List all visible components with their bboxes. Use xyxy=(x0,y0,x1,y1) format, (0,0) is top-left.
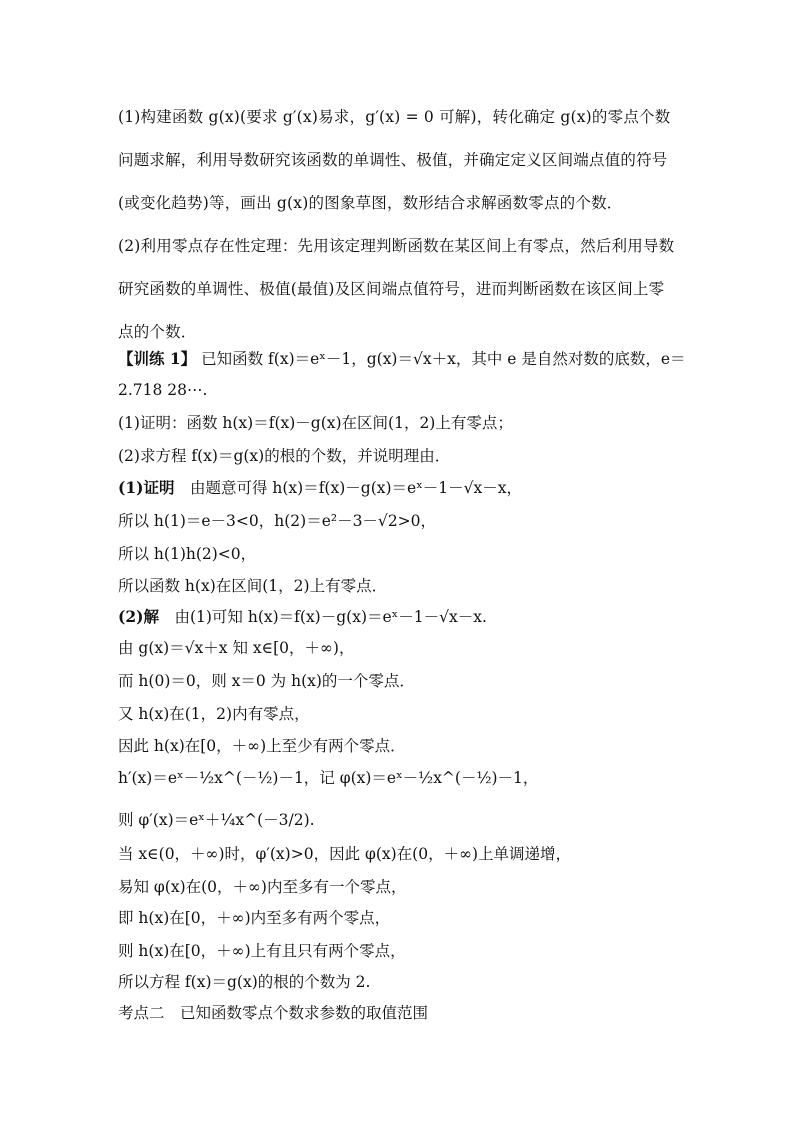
solution-2-line-2: 由 g(x)＝√x＋x 知 x∈[0，＋∞)， xyxy=(118,639,355,657)
solution-2-line-1 xyxy=(118,607,487,627)
exercise-stem-line-1 xyxy=(118,349,686,369)
section-heading: 考点二 已知函数零点个数求参数的取值范围 xyxy=(118,1004,429,1022)
exercise-question-2: (2)求方程 f(x)＝g(x)的根的个数，并说明理由． xyxy=(118,447,451,465)
solution-2-line-9: 易知 φ(x)在(0，＋∞)内至多有一个零点， xyxy=(118,878,407,896)
solution-1-tag: (1)证明 xyxy=(118,478,175,497)
solution-2-line-6: h′(x)＝eˣ－½x^(－½)－1，记 φ(x)＝eˣ－½x^(－½)－1， xyxy=(118,769,539,787)
solution-1-line-4: 所以函数 h(x)在区间(1，2)上有零点． xyxy=(118,577,388,595)
exercise-question-1: (1)证明：函数 h(x)＝f(x)－g(x)在区间(1，2)上有零点； xyxy=(118,414,513,432)
solution-2-text: 由(1)可知 h(x)＝f(x)－g(x)＝eˣ－1－√x－x. xyxy=(158,608,487,626)
solution-1-line-3: 所以 h(1)h(2)<0， xyxy=(118,545,257,563)
solution-2-line-7: 则 φ′(x)＝eˣ＋¼x^(－3/2). xyxy=(118,811,315,829)
exercise-stem-line-2: 2.718 28⋯. xyxy=(118,381,208,399)
exercise-tag: 【训练 1】 xyxy=(118,349,197,368)
solution-2-line-12: 所以方程 f(x)＝g(x)的根的个数为 2. xyxy=(118,973,371,991)
solution-2-tag: (2)解 xyxy=(118,607,159,626)
solution-1-line-2: 所以 h(1)＝e－3<0，h(2)＝e²－3－√2>0， xyxy=(118,512,437,530)
method-note-1: (1)构建函数 g(x)(要求 g′(x)易求，g′(x) = 0 可解)，转化确定 g(x)的零点个数问题求解，利用导数研究该函数的单调性、极值，并确定定义区间端点值的符号(或变化趋势)等，画出 g(x)的图象草图，数形结合求解函数零点的个数． xyxy=(118,108,671,212)
solution-2-line-4: 又 h(x)在(1，2)内有零点， xyxy=(118,705,310,723)
solution-2-line-5: 因此 h(x)在[0，＋∞)上至少有两个零点． xyxy=(118,737,406,755)
solution-1-text: 由题意可得 h(x)＝f(x)－g(x)＝eˣ－1－√x－x， xyxy=(174,479,522,497)
solution-2-line-10: 即 h(x)在[0，＋∞)内至多有两个零点， xyxy=(118,909,391,927)
solution-2-line-8: 当 x∈(0，＋∞)时，φ′(x)>0，因此 φ(x)在(0，＋∞)上单调递增， xyxy=(118,845,572,863)
method-note-2: (2)利用零点存在性定理：先用该定理判断函数在某区间上有零点，然后利用导数研究函数的单调性、极值(最值)及区间端点值符号，进而判断函数在该区间上零点的个数． xyxy=(118,237,675,341)
solution-2-line-11: 则 h(x)在[0，＋∞)上有且只有两个零点， xyxy=(118,942,406,960)
solution-1-line-1 xyxy=(118,478,522,498)
solution-2-line-3: 而 h(0)＝0，则 x＝0 为 h(x)的一个零点． xyxy=(118,672,415,690)
exercise-stem-text: 已知函数 f(x)＝eˣ－1，g(x)＝√x＋x，其中 e 是自然对数的底数，e＝ xyxy=(196,350,686,368)
